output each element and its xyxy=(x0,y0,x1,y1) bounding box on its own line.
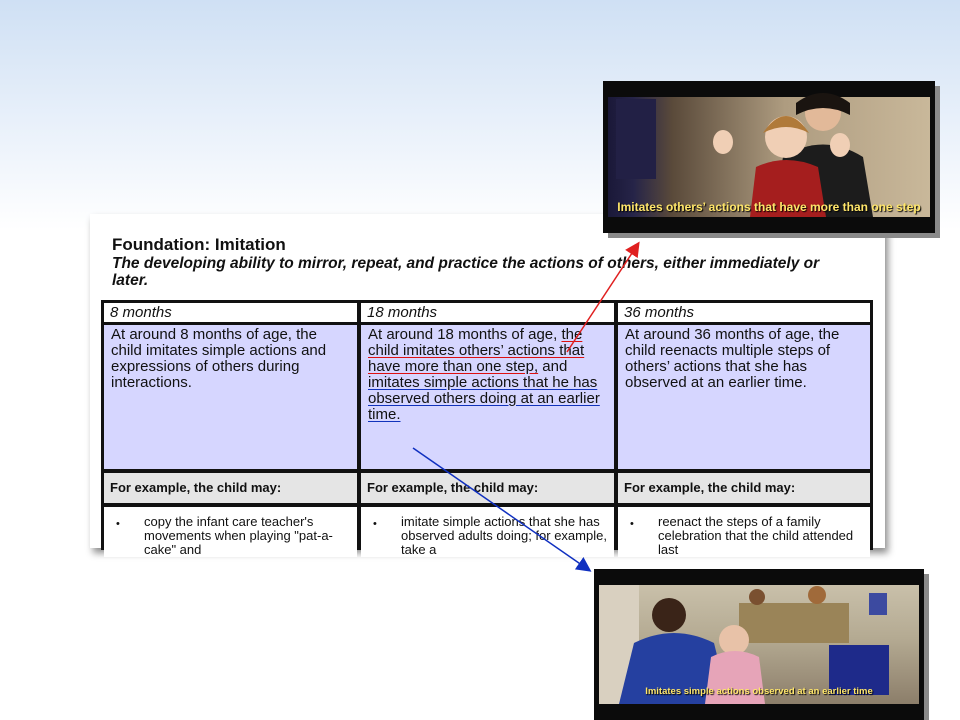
example-text-8: copy the infant care teacher's movements when playing "pat-a-cake" and xyxy=(144,514,333,557)
highlight-earlier-time: imitates simple actions that he has observed others doing at an earlier time. xyxy=(368,374,600,423)
video-caption: Imitates simple actions observed at an earlier time xyxy=(645,686,873,697)
header-8-months: 8 months xyxy=(104,303,357,322)
doc-title: Foundation: Imitation xyxy=(112,235,286,254)
example-text-18: imitate simple actions that she has observed adults doing; for example, take a xyxy=(401,514,607,557)
example-label-36: For example, the child may: xyxy=(618,473,870,503)
desc-text-1: At around 18 months of age, xyxy=(368,326,562,343)
bullet-icon: • xyxy=(630,518,634,530)
description-8-months: At around 8 months of age, the child imitates simple actions and expressions of others during interactions. xyxy=(104,325,357,469)
header-36-months: 36 months xyxy=(618,303,870,322)
example-label-8: For example, the child may: xyxy=(104,473,357,503)
bullet-icon: • xyxy=(373,518,377,530)
bullet-icon: • xyxy=(116,518,120,530)
red-arrow xyxy=(567,244,638,352)
doc-subtitle: The developing ability to mirror, repeat, and practice the actions of others, either immediately or later. xyxy=(112,255,820,289)
description-36-months: At around 36 months of age, the child reenacts multiple steps of others’ actions that she has observed at an earlier time. xyxy=(618,325,870,469)
blue-arrow xyxy=(413,448,589,570)
example-text-36: reenact the steps of a family celebration that the child attended last xyxy=(658,514,854,557)
video-caption: Imitates others’ actions that have more than one step xyxy=(617,200,921,214)
desc-text-2: and xyxy=(538,358,568,375)
example-label-18: For example, the child may: xyxy=(361,473,614,503)
highlight-multi-step: the child imitates others’ actions that have more than one step, xyxy=(368,326,585,375)
header-18-months: 18 months xyxy=(361,303,614,322)
